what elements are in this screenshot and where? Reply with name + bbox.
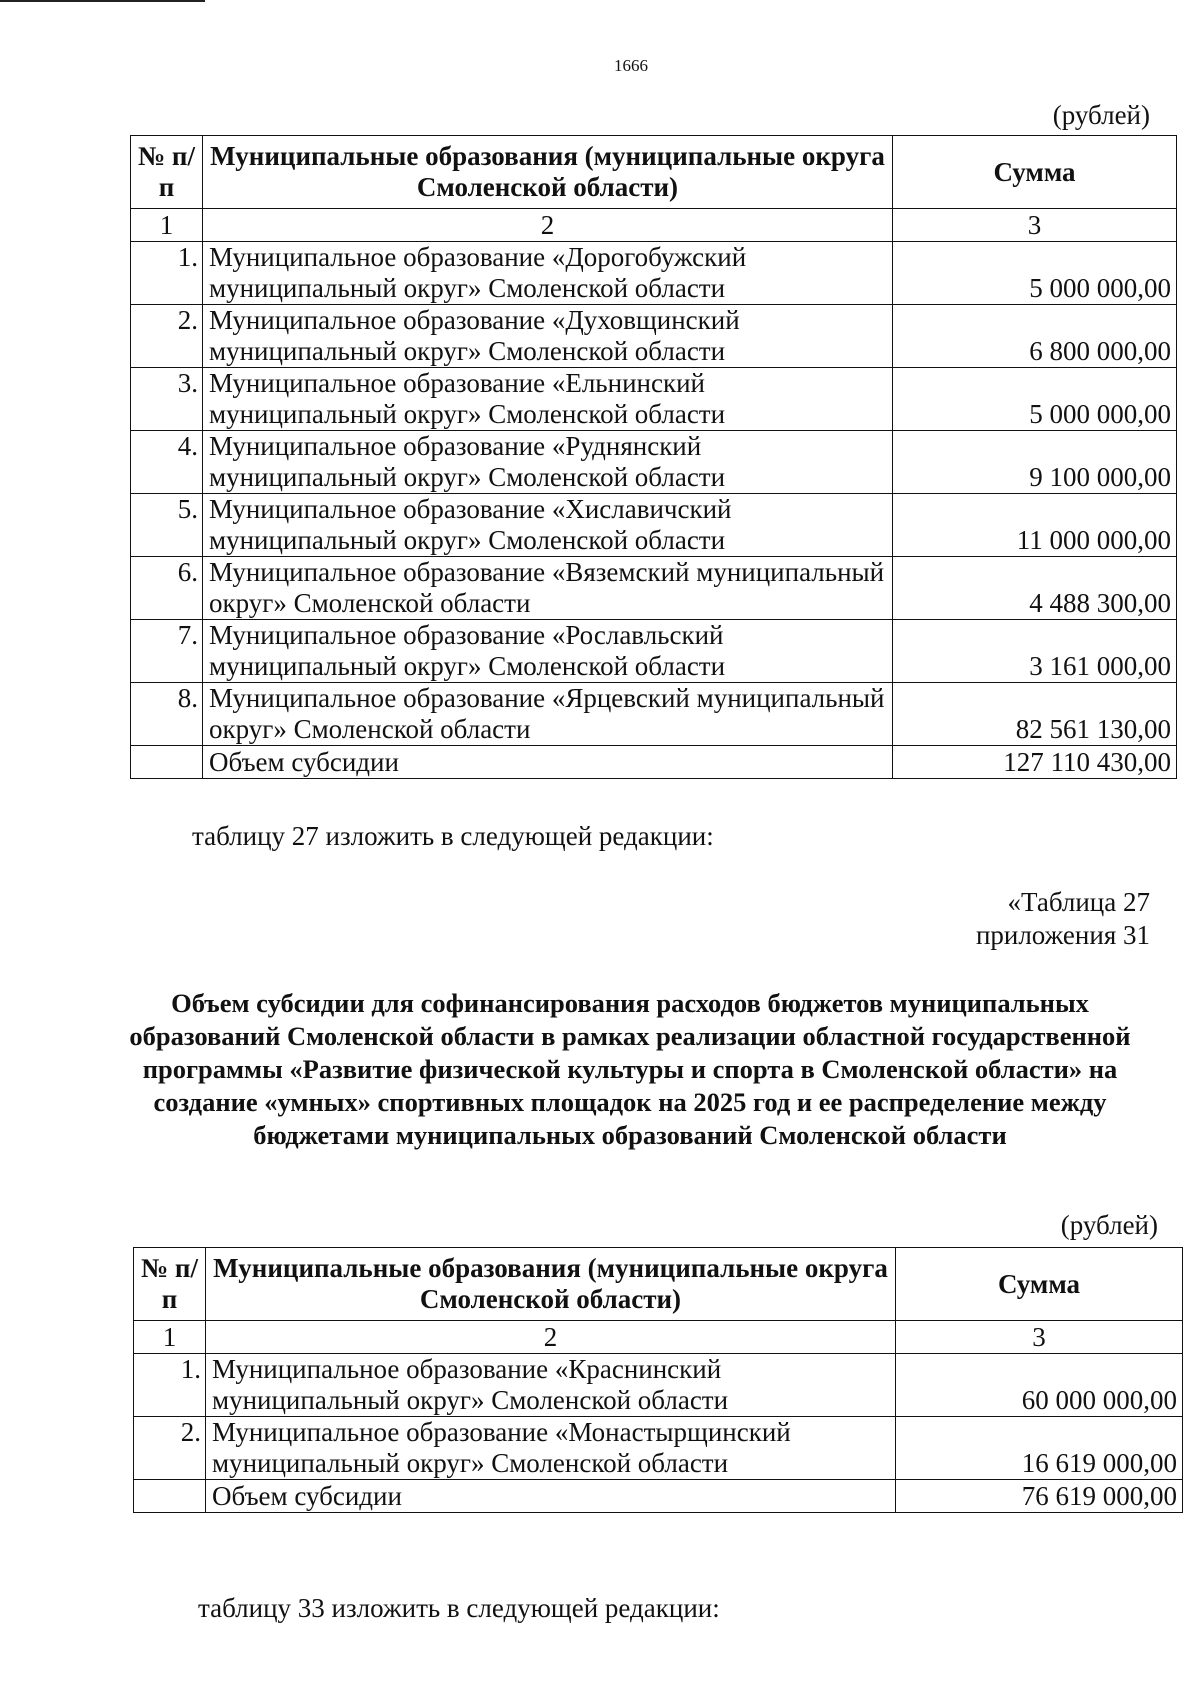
row-number: 6. (131, 557, 203, 620)
subsidy-amount: 4 488 300,00 (893, 557, 1177, 620)
total-label: Объем субсидии (206, 1480, 896, 1513)
row-number: 4. (131, 431, 203, 494)
table2-index-cell: 3 (896, 1321, 1183, 1354)
table-row (131, 557, 1177, 620)
municipality-name: Муниципальное образование «Руднянский муниципальный округ» Смоленской области (203, 431, 893, 494)
municipality-name: Муниципальное образование «Хиславичский муниципальный округ» Смоленской области (203, 494, 893, 557)
municipality-name: Муниципальное образование «Рославльский муниципальный округ» Смоленской области (203, 620, 893, 683)
table1-index-cell: 1 (131, 209, 203, 242)
table1 (130, 135, 1177, 779)
table2-header-sum: Сумма (896, 1248, 1183, 1321)
total-empty-cell (131, 746, 203, 779)
municipality-name: Муниципальное образование «Дорогобужский муниципальный округ» Смоленской области (203, 242, 893, 305)
municipality-name: Муниципальное образование «Монастырщинский муниципальный округ» Смоленской области (206, 1417, 896, 1480)
subsidy-amount: 5 000 000,00 (893, 242, 1177, 305)
table2-header-row (134, 1248, 1183, 1321)
subsidy-amount: 9 100 000,00 (893, 431, 1177, 494)
subsidy-amount: 60 000 000,00 (896, 1354, 1183, 1417)
municipality-name: Муниципальное образование «Краснинский муниципальный округ» Смоленской области (206, 1354, 896, 1417)
table1-index-row (131, 209, 1177, 242)
table-row (134, 1417, 1183, 1480)
table-row (131, 494, 1177, 557)
table1-unit-label: (рублей) (1052, 100, 1150, 130)
table1-header-row (131, 136, 1177, 209)
row-number: 1. (134, 1354, 206, 1417)
row-number: 5. (131, 494, 203, 557)
table1-header-sum: Сумма (893, 136, 1177, 209)
scan-edge-line (0, 0, 205, 2)
table2-index-cell: 1 (134, 1321, 206, 1354)
table-row (131, 431, 1177, 494)
total-amount: 127 110 430,00 (893, 746, 1177, 779)
table2-header-name: Муниципальные образования (муниципальные округа Смоленской области) (206, 1248, 896, 1321)
total-amount: 76 619 000,00 (896, 1480, 1183, 1513)
table-row (131, 620, 1177, 683)
row-number: 3. (131, 368, 203, 431)
subsidy-heading: Объем субсидии для софинансирования расходов бюджетов муниципальных образований Смоленской области в рамках реализации областной государственной программы «Развитие физической культуры и спорта в Смоленской области» на создание «умных» спортивных площадок на 2025 год и ее распределение между бюджетами муниципальных образований Смоленской области (129, 988, 1131, 1150)
subsidy-amount: 82 561 130,00 (893, 683, 1177, 746)
municipality-name: Муниципальное образование «Духовщинский муниципальный округ» Смоленской области (203, 305, 893, 368)
table2-total-row (134, 1480, 1183, 1513)
row-number: 8. (131, 683, 203, 746)
table-row (131, 368, 1177, 431)
table-reference-line-1: «Таблица 27 (1007, 887, 1150, 917)
table1-header-num: № п/п (131, 136, 203, 209)
table-row (131, 242, 1177, 305)
table-reference (976, 886, 1150, 952)
subsidy-amount: 3 161 000,00 (893, 620, 1177, 683)
table2-header-num: № п/п (134, 1248, 206, 1321)
subsidy-amount: 6 800 000,00 (893, 305, 1177, 368)
row-number: 2. (131, 305, 203, 368)
table2-unit-label: (рублей) (1060, 1210, 1158, 1240)
instruction-paragraph-1: таблицу 27 изложить в следующей редакции: (192, 821, 714, 851)
table1-index-cell: 3 (893, 209, 1177, 242)
table1-total-row (131, 746, 1177, 779)
table2 (133, 1247, 1183, 1513)
subsidy-amount: 16 619 000,00 (896, 1417, 1183, 1480)
row-number: 1. (131, 242, 203, 305)
municipality-name: Муниципальное образование «Ярцевский муниципальный округ» Смоленской области (203, 683, 893, 746)
table-row (134, 1354, 1183, 1417)
subsidy-amount: 11 000 000,00 (893, 494, 1177, 557)
municipality-name: Муниципальное образование «Ельнинский муниципальный округ» Смоленской области (203, 368, 893, 431)
total-label: Объем субсидии (203, 746, 893, 779)
table2-index-row (134, 1321, 1183, 1354)
table-row (131, 305, 1177, 368)
row-number: 2. (134, 1417, 206, 1480)
table-reference-line-2: приложения 31 (975, 920, 1150, 950)
table-row (131, 683, 1177, 746)
instruction-paragraph-2: таблицу 33 изложить в следующей редакции: (198, 1593, 720, 1623)
subsidy-amount: 5 000 000,00 (893, 368, 1177, 431)
table2-index-cell: 2 (206, 1321, 896, 1354)
total-empty-cell (134, 1480, 206, 1513)
page-number: 1666 (614, 56, 648, 75)
table1-header-name: Муниципальные образования (муниципальные округа Смоленской области) (203, 136, 893, 209)
municipality-name: Муниципальное образование «Вяземский муниципальный округ» Смоленской области (203, 557, 893, 620)
table1-index-cell: 2 (203, 209, 893, 242)
row-number: 7. (131, 620, 203, 683)
